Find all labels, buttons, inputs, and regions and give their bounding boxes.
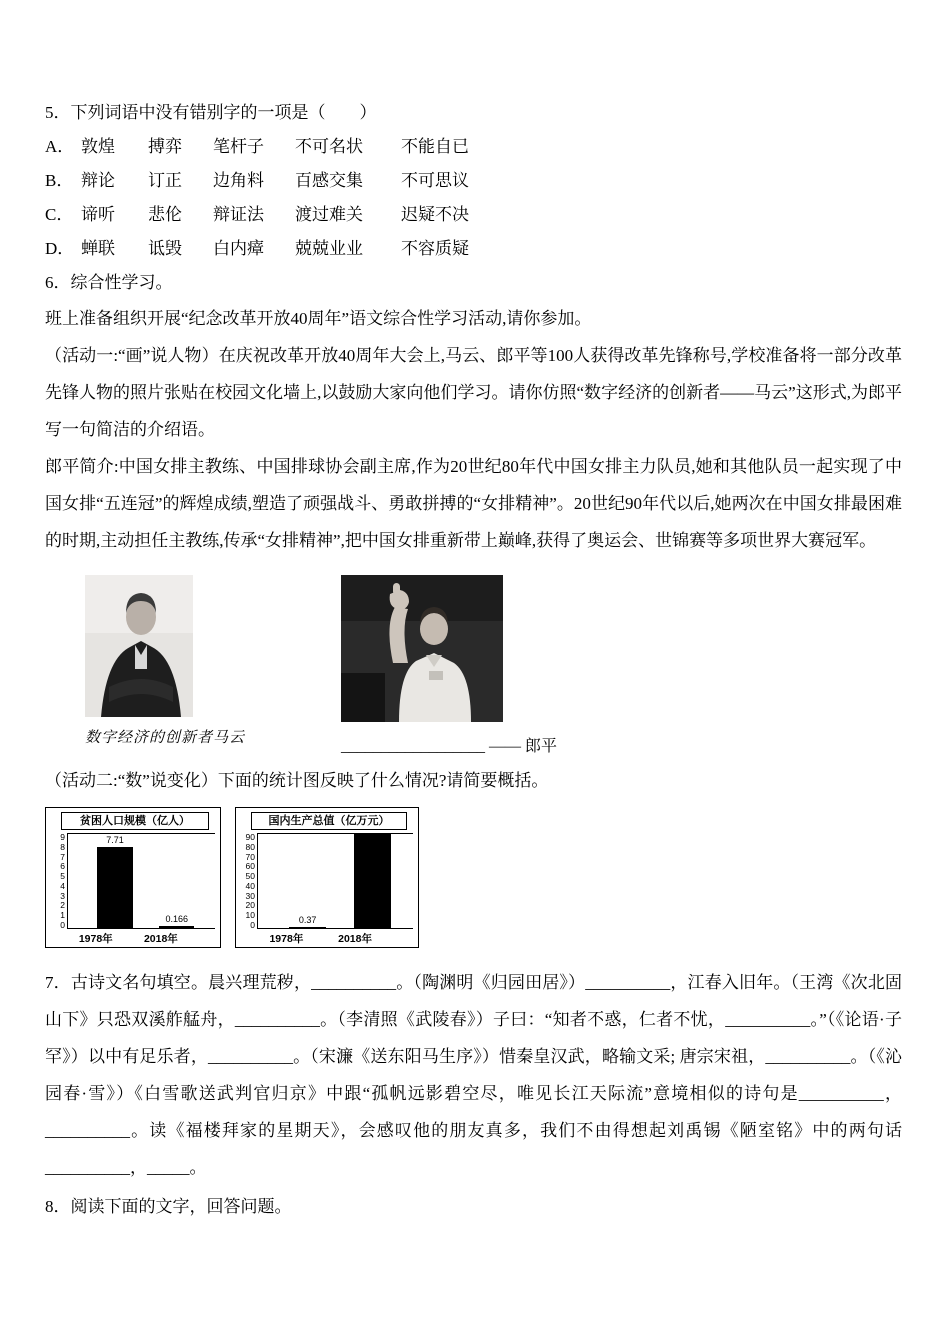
bar-value-label: 0.37	[298, 915, 317, 925]
option-word: 笔杆子	[213, 137, 264, 156]
photo-ma-caption: 数字经济的创新者马云	[85, 730, 246, 746]
chart-plot-area	[67, 833, 215, 929]
q6-stem: 6．综合性学习。	[45, 273, 173, 292]
option-word: 不能自已	[401, 137, 469, 156]
option-label: D．	[45, 239, 75, 258]
bar-1978	[97, 847, 132, 928]
option-word: 辩论	[81, 171, 115, 190]
charts-row	[45, 807, 902, 948]
chart-poverty-population	[45, 807, 221, 948]
q5-stem: 5．下列词语中没有错别字的一项是（ ）	[45, 103, 377, 122]
lang-ping-label: —— 郎平	[489, 738, 558, 755]
jack-ma-silhouette	[85, 575, 193, 717]
option-word: 辩证法	[213, 205, 264, 224]
option-word: 敦煌	[81, 137, 115, 156]
bar-slot-2018	[354, 834, 391, 928]
option-word: 订正	[148, 171, 182, 190]
option-word: 不容质疑	[401, 239, 469, 258]
bar-1978	[289, 927, 326, 928]
chart-title: 国内生产总值（亿万元）	[251, 812, 407, 830]
photo-jack-ma	[85, 575, 245, 747]
chart-y-axis: 9 8 7 6 5 4 3 2 1 0	[60, 832, 65, 930]
x-category: 1978年	[78, 933, 113, 945]
bar-slot-2018	[159, 834, 194, 928]
chart-y-axis: 90 80 70 60 50 40 30 20 10 0	[245, 832, 255, 930]
option-label: C．	[45, 205, 74, 224]
bar-2018	[354, 834, 391, 928]
q6-activity2: （活动二:“数”说变化）下面的统计图反映了什么情况?请简要概括。	[45, 771, 549, 790]
q6-langping-bio: 郎平简介:中国女排主教练、中国排球协会副主席,作为20世纪80年代中国女排主力队员,她和其他队员一起实现了中国女排“五连冠”的辉煌成绩,塑造了顽强战斗、勇敢拼搏的“女排精神”。20世纪90年代以后,她两次在中国女排最困难的时期,主动担任主教练,传承“女排精神”,把中国女排重新带上巅峰,获得了奥运会、世锦赛等多项世界大赛冠军。	[45, 457, 902, 550]
bar-2018	[159, 926, 194, 928]
bar-value-label: 0.166	[165, 914, 189, 924]
option-word: 不可名状	[295, 137, 363, 156]
option-word: 百感交集	[295, 171, 363, 190]
q6-activity1: （活动一:“画”说人物）在庆祝改革开放40周年大会上,马云、郎平等100人获得改革先锋称号,学校准备将一部分改革先锋人物的照片张贴在校园文化墙上,以鼓励大家向他们学习。请你仿照“数字经济的创新者——马云”这形式,为郎平写一句简洁的介绍语。	[45, 346, 902, 439]
option-word: 搏弈	[148, 137, 182, 156]
lang-ping-photo-image	[341, 575, 503, 722]
option-word: 迟疑不决	[401, 205, 469, 224]
q5-option-c	[45, 198, 902, 232]
lang-ping-answer-blank: __________________	[341, 738, 486, 755]
chart-plot-area	[257, 833, 413, 929]
option-word: 边角料	[213, 171, 264, 190]
option-word: 蝉联	[81, 239, 115, 258]
q5-options	[45, 130, 902, 266]
question-5	[45, 96, 902, 266]
chart-body	[51, 833, 215, 929]
chart-x-axis-labels	[257, 929, 413, 944]
question-6	[45, 266, 902, 948]
option-word: 不可思议	[401, 171, 469, 190]
q7-text: 7．古诗文名句填空。晨兴理荒秽，__________。（陶渊明《归园田居》）__________，江春入旧年。（王湾《次北固山下》只恐双溪舴艋舟，__________。（李清照《武陵春》）子曰：“知者不惑，仁者不忧，__________。”（《论语·子罕》）以中有足乐者，__________。（宋濂《送东阳马生序》）惜秦皇汉武，略输文采; 唐宗宋祖，__________。（《沁园春·雪》）《白雪歌送武判官归京》中跟“孤帆远影碧空尽，唯见长江天际流”意境相似的诗句是__________，__________。读《福楼拜家的星期天》，会感叹他的朋友真多，我们不由得想起刘禹锡《陋室铭》中的两句话__________，_____。	[45, 973, 903, 1177]
option-label: A．	[45, 137, 75, 156]
question-7	[45, 964, 902, 1186]
option-label: B．	[45, 171, 74, 190]
photo-lang-ping	[341, 575, 557, 756]
option-word: 白内瘴	[213, 239, 264, 258]
q5-option-a	[45, 130, 902, 164]
bar-slot-1978	[97, 834, 132, 928]
question-8	[45, 1188, 902, 1225]
photos-row	[45, 575, 902, 756]
q6-intro: 班上准备组织开展“纪念改革开放40周年”语文综合性学习活动,请你参加。	[45, 309, 592, 328]
x-category: 2018年	[338, 933, 372, 945]
lang-ping-caption	[341, 733, 557, 756]
jack-ma-photo-image	[85, 575, 193, 717]
option-word: 谛听	[81, 205, 115, 224]
option-word: 诋毁	[148, 239, 182, 258]
bar-value-label: 7.71	[106, 835, 124, 845]
q5-option-d	[45, 232, 902, 266]
chart-body	[241, 833, 413, 929]
q5-option-b	[45, 164, 902, 198]
lang-ping-silhouette	[341, 575, 503, 722]
bar-slot-1978	[289, 834, 326, 928]
chart-x-axis-labels	[67, 929, 215, 944]
chart-gdp	[235, 807, 419, 948]
chart-title: 贫困人口规模（亿人）	[61, 812, 209, 830]
option-word: 渡过难关	[295, 205, 363, 224]
x-category: 1978年	[269, 933, 304, 945]
option-word: 兢兢业业	[295, 239, 363, 258]
option-word: 悲伦	[148, 205, 182, 224]
q8-stem: 8．阅读下面的文字，回答问题。	[45, 1197, 292, 1216]
x-category: 2018年	[143, 933, 178, 945]
